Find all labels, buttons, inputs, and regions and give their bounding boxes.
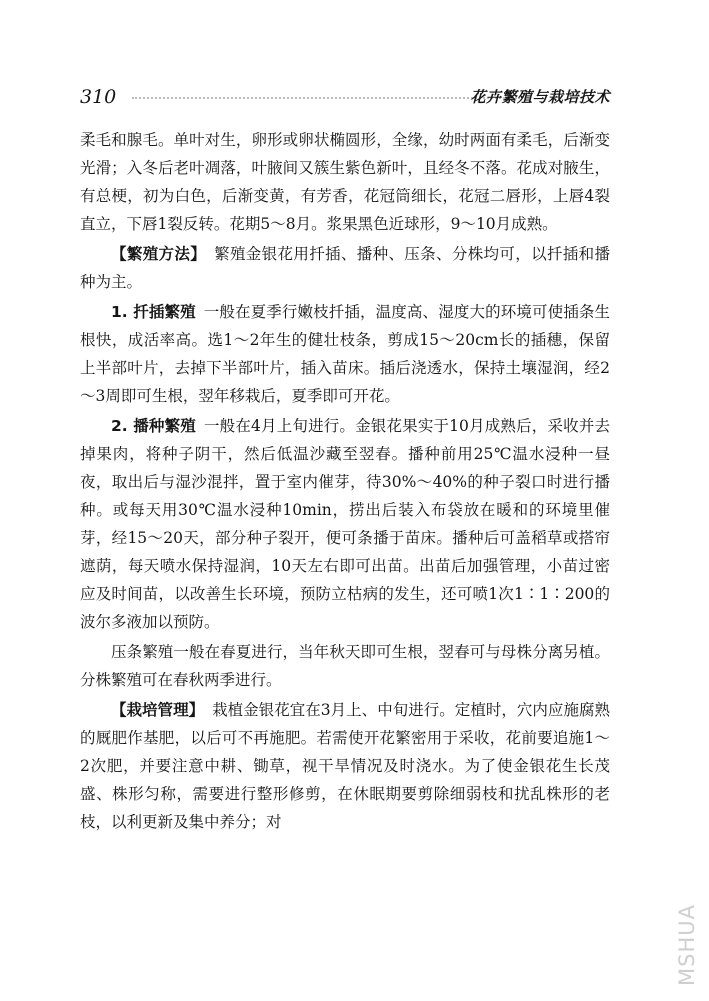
sub-heading-sowing: 2. 播种繁殖 [111, 417, 196, 435]
paragraph-description: 柔毛和腺毛。单叶对生，卵形或卵状椭圆形，全缘，幼时两面有柔毛，后渐变光滑；入冬后老叶凋落，叶腋间又簇生紫色新叶，且经冬不落。花成对腋生，有总梗，初为白色，后渐变黄，有芳香，花冠筒细长，花冠二唇形，上唇4裂直立，下唇1裂反转。花期5～8月。浆果黑色近球形，9～10月成熟。 [80, 131, 610, 233]
propagation-text: 繁殖金银花用扦插、播种、压条、分株均可，以扦插和播种为主。 [80, 245, 610, 291]
section-heading-propagation: 【繁殖方法】 [111, 245, 207, 263]
page-number: 310 [80, 86, 117, 108]
paragraph-propagation [80, 240, 610, 296]
cultivation-text: 栽植金银花宜在3月上、中旬进行。定植时，穴内应施腐熟的厩肥作基肥，以后可不再施肥。若需使开花繁密用于采收，花前要追施1～2次肥，并要注意中耕、锄草，视干旱情况及时浇水。为了使金银花生长茂盛、株形匀称，需要进行整形修剪，在休眠期要剪除细弱枝和扰乱株形的老枝，以利更新及集中养分；对 [80, 701, 610, 831]
sub-heading-cutting: 1. 扦插繁殖 [111, 303, 196, 321]
watermark: MSHUA [675, 904, 699, 986]
page-header [80, 84, 610, 110]
paragraph-layering: 压条繁殖一般在春夏进行，当年秋天即可生根，翌春可与母株分离另植。分株繁殖可在春秋两季进行。 [80, 643, 610, 689]
sowing-text: 一般在4月上旬进行。金银花果实于10月成熟后，采收并去掉果肉，将种子阴干，然后低温沙藏至翌春。播种前用25℃温水浸种一昼夜，取出后与湿沙混拌，置于室内催芽，待30%～40%的种子裂口时进行播种。或每天用30℃温水浸种10min，捞出后装入布袋放在暖和的环境里催芽，经15～20天，部分种子裂开，便可条播于苗床。播种后可盖稻草或搭帘遮荫，每天喷水保持湿润，10天左右即可出苗。出苗后加强管理，小苗过密应及时间苗，以改善生长环境，预防立枯病的发生，还可喷1次1∶1∶200的波尔多液加以预防。 [80, 417, 610, 631]
section-heading-cultivation: 【栽培管理】 [111, 701, 205, 719]
paragraph-cultivation [80, 696, 610, 836]
paragraph-sowing [80, 412, 610, 636]
cutting-text: 一般在夏季行嫩枝扦插，温度高、湿度大的环境可使插条生根快，成活率高。选1～2年生的健壮枝条，剪成15～20cm长的插穗，保留上半部叶片，去掉下半部叶片，插入苗床。插后浇透水，保持土壤湿润，经2～3周即可生根，翌年移栽后，夏季即可开花。 [80, 303, 610, 405]
header-divider [132, 97, 520, 99]
running-title: 花卉繁殖与栽培技术 [470, 88, 610, 106]
paragraph-cutting [80, 298, 610, 410]
page-body [80, 126, 610, 838]
